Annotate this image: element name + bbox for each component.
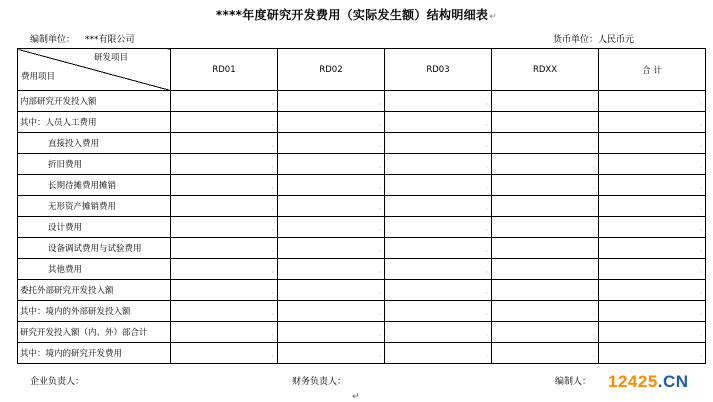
- column-header: RD02: [278, 49, 385, 91]
- value-cell[interactable]: [278, 112, 385, 133]
- value-cell[interactable]: [385, 280, 492, 301]
- value-cell[interactable]: [492, 280, 599, 301]
- value-cell[interactable]: [171, 175, 278, 196]
- title-text: ****年度研究开发费用（实际发生额）结构明细表: [215, 8, 489, 22]
- value-cell[interactable]: [492, 259, 599, 280]
- value-cell[interactable]: [492, 112, 599, 133]
- row-label: 其中：人员人工费用: [18, 112, 171, 133]
- value-cell[interactable]: [278, 196, 385, 217]
- footer-preparer: 编制人：: [555, 377, 592, 387]
- row-label: 其中：境内的研究开发费用: [18, 343, 171, 364]
- value-cell[interactable]: [599, 196, 706, 217]
- value-cell[interactable]: [599, 343, 706, 364]
- value-cell[interactable]: [278, 322, 385, 343]
- value-cell[interactable]: [171, 238, 278, 259]
- value-cell[interactable]: [171, 259, 278, 280]
- table-row: [18, 280, 706, 301]
- value-cell[interactable]: [385, 322, 492, 343]
- diagonal-header-cell: [18, 49, 171, 91]
- value-cell[interactable]: [278, 343, 385, 364]
- value-cell[interactable]: [599, 322, 706, 343]
- footer-owner: 企业负责人：: [30, 377, 85, 387]
- table-row: [18, 217, 706, 238]
- row-label: 设备调试费用与试验费用: [18, 238, 171, 259]
- value-cell[interactable]: [599, 154, 706, 175]
- value-cell[interactable]: [171, 196, 278, 217]
- value-cell[interactable]: [171, 280, 278, 301]
- column-header: 合 计: [599, 49, 706, 91]
- row-label: 折旧费用: [18, 154, 171, 175]
- value-cell[interactable]: [278, 259, 385, 280]
- diag-label-expense: 费用项目: [21, 72, 56, 82]
- table-row: [18, 259, 706, 280]
- value-cell[interactable]: [599, 217, 706, 238]
- value-cell[interactable]: [599, 259, 706, 280]
- column-header: RDXX: [492, 49, 599, 91]
- value-cell[interactable]: [599, 175, 706, 196]
- value-cell[interactable]: [492, 217, 599, 238]
- watermark-part1: 12425: [608, 372, 658, 391]
- value-cell[interactable]: [599, 301, 706, 322]
- value-cell[interactable]: [171, 301, 278, 322]
- expense-table: [17, 48, 706, 364]
- value-cell[interactable]: [599, 91, 706, 112]
- value-cell[interactable]: [492, 133, 599, 154]
- column-header: RD03: [385, 49, 492, 91]
- value-cell[interactable]: [492, 175, 599, 196]
- value-cell[interactable]: [278, 91, 385, 112]
- table-header-row: [18, 49, 706, 91]
- unit-value: ***有限公司: [85, 35, 135, 45]
- paragraph-mark: ↵: [352, 392, 360, 402]
- value-cell[interactable]: [171, 91, 278, 112]
- table-row: [18, 196, 706, 217]
- value-cell[interactable]: [171, 112, 278, 133]
- footer-finance: 财务负责人：: [292, 377, 347, 387]
- value-cell[interactable]: [385, 91, 492, 112]
- paragraph-mark: ↵: [489, 12, 498, 22]
- row-label: 内部研究开发投入额: [18, 91, 171, 112]
- value-cell[interactable]: [492, 301, 599, 322]
- value-cell[interactable]: [278, 154, 385, 175]
- value-cell[interactable]: [599, 238, 706, 259]
- value-cell[interactable]: [599, 112, 706, 133]
- watermark-part2: .CN: [657, 372, 689, 391]
- unit-label: 编制单位：: [30, 35, 76, 45]
- table-row: [18, 301, 706, 322]
- value-cell[interactable]: [599, 280, 706, 301]
- currency-unit: 货币单位：人民币元: [553, 35, 635, 45]
- value-cell[interactable]: [492, 238, 599, 259]
- table-row: [18, 154, 706, 175]
- preparing-unit: [30, 32, 135, 45]
- value-cell[interactable]: [385, 238, 492, 259]
- row-label: 无形资产摊销费用: [18, 196, 171, 217]
- table-row: [18, 91, 706, 112]
- value-cell[interactable]: [171, 154, 278, 175]
- value-cell[interactable]: [385, 133, 492, 154]
- table-row: [18, 343, 706, 364]
- value-cell[interactable]: [385, 217, 492, 238]
- value-cell[interactable]: [385, 112, 492, 133]
- value-cell[interactable]: [171, 343, 278, 364]
- row-label: 委托外部研究开发投入额: [18, 280, 171, 301]
- value-cell[interactable]: [278, 280, 385, 301]
- value-cell[interactable]: [492, 91, 599, 112]
- page-title: [0, 6, 713, 23]
- row-label: 研究开发投入额（内、外）部合计: [18, 322, 171, 343]
- row-label: 设计费用: [18, 217, 171, 238]
- table-row: [18, 112, 706, 133]
- value-cell[interactable]: [385, 343, 492, 364]
- watermark-logo: [608, 372, 689, 392]
- value-cell[interactable]: [385, 301, 492, 322]
- value-cell[interactable]: [385, 196, 492, 217]
- diag-label-project: 研发项目: [93, 53, 128, 63]
- value-cell[interactable]: [278, 238, 385, 259]
- table-row: [18, 133, 706, 154]
- value-cell[interactable]: [385, 259, 492, 280]
- value-cell[interactable]: [171, 322, 278, 343]
- table-row: [18, 238, 706, 259]
- row-label: 其他费用: [18, 259, 171, 280]
- table-row: [18, 322, 706, 343]
- row-label: 长期待摊费用摊销: [18, 175, 171, 196]
- value-cell[interactable]: [492, 322, 599, 343]
- value-cell[interactable]: [171, 133, 278, 154]
- column-header: RD01: [171, 49, 278, 91]
- row-label: 直接投入费用: [18, 133, 171, 154]
- value-cell[interactable]: [599, 133, 706, 154]
- row-label: 其中：境内的外部研发投入额: [18, 301, 171, 322]
- value-cell[interactable]: [278, 175, 385, 196]
- value-cell[interactable]: [171, 217, 278, 238]
- value-cell[interactable]: [385, 154, 492, 175]
- value-cell[interactable]: [278, 133, 385, 154]
- value-cell[interactable]: [492, 154, 599, 175]
- value-cell[interactable]: [492, 196, 599, 217]
- value-cell[interactable]: [278, 301, 385, 322]
- value-cell[interactable]: [492, 343, 599, 364]
- table-row: [18, 175, 706, 196]
- value-cell[interactable]: [385, 175, 492, 196]
- value-cell[interactable]: [278, 217, 385, 238]
